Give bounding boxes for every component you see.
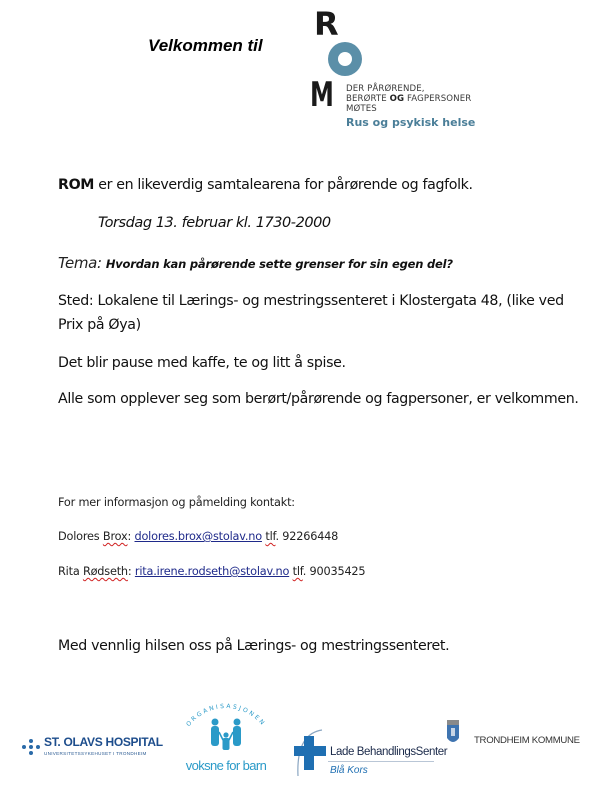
vfb-figures bbox=[211, 719, 241, 751]
tagline-post: FAGPERSONER bbox=[404, 94, 472, 104]
intro-rest: er en likeverdig samtalearena for pårørende og fagfolk. bbox=[94, 177, 473, 193]
welcome-all-paragraph: Alle som opplever seg som berørt/pårørende og fagpersoner, er velkommen. bbox=[58, 391, 579, 407]
contact-tlf-label: tlf bbox=[292, 565, 303, 578]
contact-separator: : bbox=[127, 565, 135, 578]
closing-line: Med vennlig hilsen oss på Lærings- og mestringssenteret. bbox=[58, 638, 450, 654]
voksne-for-barn-logo bbox=[176, 702, 276, 780]
welcome-heading: Velkommen til bbox=[148, 36, 263, 55]
trondheim-kommune-logo bbox=[444, 716, 580, 762]
lade-name: Lade BehandlingsSenter bbox=[330, 746, 448, 758]
contact-email-link[interactable]: rita.irene.rodseth@stolav.no bbox=[134, 565, 290, 578]
tagline-line-2 bbox=[346, 94, 471, 104]
contact-line bbox=[58, 530, 338, 544]
contact-first-name: Dolores bbox=[58, 530, 103, 543]
tagline-line-3: MØTES bbox=[346, 104, 377, 114]
lade-behandlingssenter-logo bbox=[292, 724, 448, 784]
lade-subtitle: Blå Kors bbox=[330, 765, 368, 776]
theme-question: Hvordan kan pårørende sette grenser for sin egen del? bbox=[105, 257, 453, 271]
rom-logo-circle-icon bbox=[328, 42, 362, 76]
rom-logo bbox=[310, 5, 510, 133]
rom-logo-letter-m: M bbox=[310, 75, 334, 115]
intro-paragraph bbox=[58, 176, 473, 194]
contact-last-name: Rødseth bbox=[82, 565, 128, 578]
st-olavs-subtitle: UNIVERSITETSSYKEHUSET I TRONDHEIM bbox=[44, 751, 147, 756]
rom-subtitle: Rus og psykisk helse bbox=[346, 116, 476, 129]
theme-line bbox=[58, 254, 453, 273]
pause-paragraph: Det blir pause med kaffe, te og litt å spise. bbox=[58, 355, 346, 371]
contact-separator: : bbox=[127, 530, 135, 543]
contact-last-name: Brox bbox=[102, 530, 128, 543]
vfb-name: voksne for barn bbox=[185, 758, 267, 773]
vfb-arc-text: ORGANISASJONEN bbox=[185, 702, 267, 728]
rom-tagline bbox=[346, 84, 471, 114]
trondheim-coat-of-arms-icon bbox=[446, 720, 460, 746]
lade-divider bbox=[328, 761, 434, 762]
tagline-bold: OG bbox=[389, 94, 405, 104]
trondheim-name: TRONDHEIM KOMMUNE bbox=[474, 735, 580, 746]
intro-bold: ROM bbox=[58, 177, 95, 193]
contact-tlf-label: tlf bbox=[265, 530, 276, 543]
tagline-line-1: DER PÅRØRENDE, bbox=[346, 84, 425, 94]
voksne-for-barn-family-icon bbox=[176, 702, 276, 780]
location-paragraph: Sted: Lokalene til Lærings- og mestringssenteret i Klostergata 48, (like ved Prix på Øya) bbox=[58, 293, 564, 333]
info-line: For mer informasjon og påmelding kontakt: bbox=[58, 496, 295, 509]
st-olavs-hospital-logo bbox=[22, 735, 162, 761]
st-olavs-dots-icon bbox=[22, 739, 40, 757]
event-date: Torsdag 13. februar kl. 1730-2000 bbox=[98, 215, 331, 231]
contact-phone: . 90035425 bbox=[302, 565, 366, 578]
rom-logo-letter-r: R bbox=[314, 5, 339, 43]
contact-email-link[interactable]: dolores.brox@stolav.no bbox=[134, 530, 262, 543]
theme-label: Tema: bbox=[58, 254, 102, 272]
tagline-pre: BERØRTE bbox=[346, 94, 390, 104]
contact-phone: . 92266448 bbox=[275, 530, 339, 543]
st-olavs-name: ST. OLAVS HOSPITAL bbox=[44, 735, 163, 749]
contact-first-name: Rita bbox=[58, 565, 83, 578]
blue-cross-bar bbox=[294, 746, 326, 756]
contact-line bbox=[58, 565, 365, 579]
